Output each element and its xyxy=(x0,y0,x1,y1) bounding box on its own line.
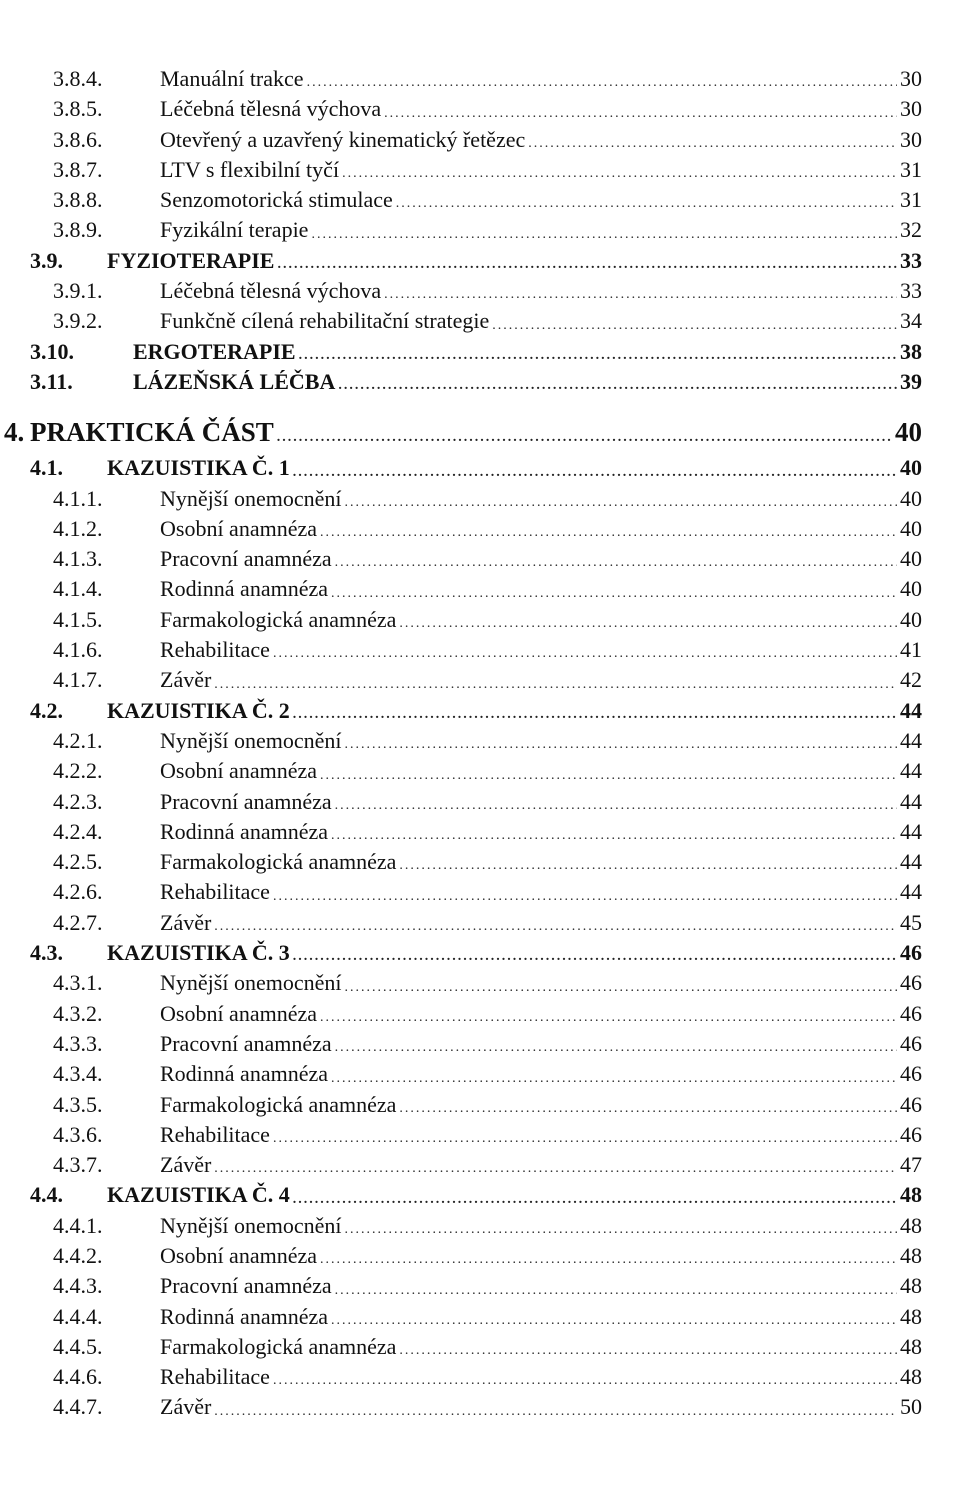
toc-entry-number: 4.1.3. xyxy=(53,546,103,572)
toc-entry[interactable] xyxy=(0,1271,960,1301)
toc-entry[interactable] xyxy=(0,337,960,367)
toc-entry-title: Manuální trakce xyxy=(160,64,307,94)
dot-leader xyxy=(399,1098,897,1120)
toc-entry-page: 46 xyxy=(900,1091,922,1117)
toc-entry-page: 42 xyxy=(900,667,922,693)
dot-leader xyxy=(331,825,897,847)
toc-entry-number: 4.1. xyxy=(30,455,63,481)
toc-entry-title-line xyxy=(160,968,922,998)
toc-entry[interactable] xyxy=(0,847,960,877)
toc-entry[interactable] xyxy=(0,64,960,94)
toc-entry-number: 3.8.8. xyxy=(53,187,103,213)
toc-entry[interactable] xyxy=(0,306,960,336)
toc-entry-title: ERGOTERAPIE xyxy=(133,337,299,367)
toc-entry-title-line xyxy=(160,574,922,604)
toc-entry-page: 45 xyxy=(900,909,922,935)
toc-entry-title: Závěr xyxy=(160,908,214,938)
toc-entry[interactable] xyxy=(0,574,960,604)
toc-entry-number: 4.3.6. xyxy=(53,1121,103,1147)
dot-leader xyxy=(273,1128,897,1150)
toc-entry-title: Pracovní anamnéza xyxy=(160,544,335,574)
dot-leader xyxy=(528,133,897,155)
toc-entry-number: 4.1.4. xyxy=(53,576,103,602)
toc-entry-number: 3.8.9. xyxy=(53,217,103,243)
toc-entry[interactable] xyxy=(0,185,960,215)
toc-entry-page: 46 xyxy=(900,1000,922,1026)
dot-leader xyxy=(293,704,897,726)
toc-entry[interactable] xyxy=(0,756,960,786)
toc-entry-page: 44 xyxy=(900,727,922,753)
table-of-contents xyxy=(0,64,960,1423)
toc-entry-page: 48 xyxy=(900,1242,922,1268)
dot-leader xyxy=(342,163,897,185)
toc-entry-title-line xyxy=(160,787,922,817)
toc-entry[interactable] xyxy=(0,514,960,544)
toc-entry-title-line xyxy=(160,908,922,938)
toc-entry-title-line xyxy=(160,726,922,756)
toc-entry-number: 4.2.6. xyxy=(53,879,103,905)
toc-entry-title-line xyxy=(160,999,922,1029)
dot-leader xyxy=(384,103,897,125)
dot-leader xyxy=(320,765,897,787)
toc-entry-number: 4.4.3. xyxy=(53,1273,103,1299)
toc-entry-title-line xyxy=(107,1180,922,1210)
toc-entry-title: Nynější onemocnění xyxy=(160,1211,344,1241)
toc-entry-title-line xyxy=(160,185,922,215)
toc-entry-number: 4.2.2. xyxy=(53,758,103,784)
toc-entry-number: 4.4. xyxy=(30,1182,63,1208)
toc-entry-page: 46 xyxy=(900,1121,922,1147)
toc-entry-number: 3.9.2. xyxy=(53,308,103,334)
dot-leader xyxy=(344,1219,897,1241)
toc-entry[interactable] xyxy=(0,1211,960,1241)
toc-entry-title: Závěr xyxy=(160,665,214,695)
toc-entry-number: 4.2.5. xyxy=(53,849,103,875)
dot-leader xyxy=(320,1249,897,1271)
dot-leader xyxy=(273,1370,897,1392)
toc-entry-page: 41 xyxy=(900,637,922,663)
toc-entry-number: 3.8.6. xyxy=(53,126,103,152)
toc-entry[interactable] xyxy=(0,246,960,276)
toc-entry-page: 46 xyxy=(900,940,922,966)
toc-entry-page: 44 xyxy=(900,849,922,875)
toc-entry-title: Závěr xyxy=(160,1150,214,1180)
toc-entry-number: 4.4.1. xyxy=(53,1212,103,1238)
toc-entry-title-line xyxy=(160,635,922,665)
dot-leader xyxy=(344,492,897,514)
toc-entry-number: 4.3. xyxy=(30,940,63,966)
toc-entry-number: 4.1.1. xyxy=(53,485,103,511)
dot-leader xyxy=(399,855,897,877)
toc-entry-page: 40 xyxy=(900,546,922,572)
toc-entry-title: Nynější onemocnění xyxy=(160,968,344,998)
toc-entry-title-line xyxy=(160,1059,922,1089)
toc-entry-title-line xyxy=(160,215,922,245)
toc-entry-page: 31 xyxy=(900,187,922,213)
toc-entry[interactable] xyxy=(0,877,960,907)
toc-entry-page: 44 xyxy=(900,788,922,814)
toc-entry-title-line xyxy=(160,64,922,94)
toc-entry-page: 48 xyxy=(900,1273,922,1299)
toc-entry[interactable] xyxy=(0,1090,960,1120)
toc-entry[interactable] xyxy=(0,94,960,124)
toc-entry-title: LTV s flexibilní tyčí xyxy=(160,155,342,185)
dot-leader xyxy=(384,284,897,306)
toc-entry-page: 48 xyxy=(900,1333,922,1359)
toc-entry[interactable] xyxy=(0,484,960,514)
toc-entry-title: Rodinná anamnéza xyxy=(160,574,331,604)
dot-leader xyxy=(492,315,897,337)
toc-entry-title-line xyxy=(160,1211,922,1241)
dot-leader xyxy=(277,254,897,276)
toc-entry-number: 4.2.4. xyxy=(53,818,103,844)
toc-entry-number: 4.1.2. xyxy=(53,515,103,541)
toc-entry[interactable] xyxy=(0,1150,960,1180)
toc-entry-number: 4.1.6. xyxy=(53,637,103,663)
toc-entry-number: 4.4.5. xyxy=(53,1333,103,1359)
toc-entry-title-line xyxy=(160,877,922,907)
toc-entry-title: KAZUISTIKA Č. 1 xyxy=(107,453,293,483)
toc-entry-page: 46 xyxy=(900,970,922,996)
dot-leader xyxy=(311,224,897,246)
toc-entry-number: 4.3.1. xyxy=(53,970,103,996)
toc-entry-page: 47 xyxy=(900,1152,922,1178)
dot-leader xyxy=(335,1037,897,1059)
toc-entry[interactable] xyxy=(0,453,960,483)
dot-leader xyxy=(299,345,897,367)
toc-entry-title: Pracovní anamnéza xyxy=(160,1029,335,1059)
toc-entry-page: 46 xyxy=(900,1061,922,1087)
toc-entry[interactable] xyxy=(0,635,960,665)
toc-entry-title: Rehabilitace xyxy=(160,877,273,907)
toc-entry-page: 32 xyxy=(900,217,922,243)
toc-entry-title: Farmakologická anamnéza xyxy=(160,1090,399,1120)
toc-entry-title-line xyxy=(160,605,922,635)
toc-entry-page: 46 xyxy=(900,1030,922,1056)
toc-entry-title-line xyxy=(160,847,922,877)
toc-entry-title-line xyxy=(107,453,922,483)
toc-entry-title: Osobní anamnéza xyxy=(160,1241,320,1271)
dot-leader xyxy=(293,946,897,968)
toc-entry-title-line xyxy=(133,367,922,397)
toc-entry-number: 4.4.4. xyxy=(53,1303,103,1329)
toc-entry-title-line xyxy=(160,155,922,185)
toc-entry-page: 48 xyxy=(900,1182,922,1208)
toc-entry-title: Fyzikální terapie xyxy=(160,215,311,245)
toc-entry-title-line xyxy=(160,1332,922,1362)
toc-entry[interactable] xyxy=(0,1302,960,1332)
toc-entry-title: Pracovní anamnéza xyxy=(160,787,335,817)
toc-entry-number: 3.8.7. xyxy=(53,156,103,182)
toc-entry-title: Farmakologická anamnéza xyxy=(160,1332,399,1362)
toc-entry-page: 30 xyxy=(900,66,922,91)
toc-entry-title-line xyxy=(160,1029,922,1059)
toc-entry-title-line xyxy=(160,484,922,514)
toc-entry-page: 31 xyxy=(900,156,922,182)
dot-leader xyxy=(214,674,897,696)
toc-entry[interactable] xyxy=(0,1332,960,1362)
toc-entry-title: LÁZEŇSKÁ LÉČBA xyxy=(133,367,338,397)
dot-leader xyxy=(399,613,897,635)
toc-entry-page: 30 xyxy=(900,96,922,122)
dot-leader xyxy=(214,1158,897,1180)
toc-entry-title: Senzomotorická stimulace xyxy=(160,185,396,215)
toc-entry-page: 48 xyxy=(900,1364,922,1390)
dot-leader xyxy=(331,1310,897,1332)
toc-entry-number: 4.1.7. xyxy=(53,667,103,693)
toc-entry-title-line xyxy=(107,696,922,726)
dot-leader xyxy=(273,643,897,665)
toc-entry-title: Otevřený a uzavřený kinematický řetězec xyxy=(160,125,528,155)
toc-entry-page: 34 xyxy=(900,308,922,334)
toc-entry-page: 40 xyxy=(900,576,922,602)
toc-entry-page: 50 xyxy=(900,1394,922,1420)
toc-entry-number: 4.2.1. xyxy=(53,727,103,753)
toc-entry[interactable] xyxy=(0,938,960,968)
toc-entry-page: 44 xyxy=(900,818,922,844)
toc-entry-title: Funkčně cílená rehabilitační strategie xyxy=(160,306,492,336)
toc-entry-page: 48 xyxy=(900,1303,922,1329)
toc-entry-title-line xyxy=(107,938,922,968)
toc-entry[interactable] xyxy=(0,1120,960,1150)
toc-entry-page: 40 xyxy=(900,606,922,632)
toc-entry-title: Farmakologická anamnéza xyxy=(160,847,399,877)
toc-entry-title-line xyxy=(160,1302,922,1332)
toc-entry[interactable] xyxy=(0,215,960,245)
toc-entry-title-line xyxy=(160,544,922,574)
toc-entry-number: 4.4.6. xyxy=(53,1364,103,1390)
toc-entry-number: 4.3.2. xyxy=(53,1000,103,1026)
toc-entry-page: 48 xyxy=(900,1212,922,1238)
toc-entry[interactable] xyxy=(0,696,960,726)
toc-entry-title: Rehabilitace xyxy=(160,635,273,665)
toc-entry-page: 33 xyxy=(900,278,922,304)
toc-entry-title: Osobní anamnéza xyxy=(160,999,320,1029)
toc-entry-title-line xyxy=(160,817,922,847)
dot-leader xyxy=(214,916,897,938)
toc-entry-title-line xyxy=(160,1392,922,1422)
dot-leader xyxy=(396,193,897,215)
toc-entry-page: 40 xyxy=(900,455,922,481)
toc-entry-title: KAZUISTIKA Č. 4 xyxy=(107,1180,293,1210)
toc-entry-page: 40 xyxy=(900,515,922,541)
toc-entry-title: Rehabilitace xyxy=(160,1120,273,1150)
toc-entry[interactable] xyxy=(0,411,960,453)
toc-entry-number: 4.3.4. xyxy=(53,1061,103,1087)
toc-entry-title: Závěr xyxy=(160,1392,214,1422)
toc-entry-number: 3.8.4. xyxy=(53,66,103,91)
toc-entry[interactable] xyxy=(0,1180,960,1210)
dot-leader xyxy=(331,583,897,605)
toc-entry[interactable] xyxy=(0,605,960,635)
toc-entry-title: Rodinná anamnéza xyxy=(160,817,331,847)
dot-leader xyxy=(335,552,897,574)
toc-entry-title-line xyxy=(160,306,922,336)
toc-entry-number: 4.4.2. xyxy=(53,1242,103,1268)
dot-leader xyxy=(214,1401,897,1423)
dot-leader xyxy=(320,522,897,544)
toc-entry[interactable] xyxy=(0,1059,960,1089)
toc-entry-number: 4.1.5. xyxy=(53,606,103,632)
toc-entry-number: 4.2.7. xyxy=(53,909,103,935)
toc-entry-page: 44 xyxy=(900,758,922,784)
toc-entry-number: 3.9.1. xyxy=(53,278,103,304)
toc-entry-title: Osobní anamnéza xyxy=(160,756,320,786)
toc-entry-title: FYZIOTERAPIE xyxy=(107,246,277,276)
dot-leader xyxy=(273,886,897,908)
dot-leader xyxy=(344,977,897,999)
toc-entry-title-line xyxy=(160,1241,922,1271)
toc-entry-number: 4.3.3. xyxy=(53,1030,103,1056)
toc-entry[interactable] xyxy=(0,787,960,817)
toc-entry-number: 4.3.5. xyxy=(53,1091,103,1117)
toc-entry-page: 33 xyxy=(900,247,922,273)
toc-entry-page: 40 xyxy=(895,417,922,448)
toc-entry[interactable] xyxy=(0,1362,960,1392)
toc-entry[interactable] xyxy=(0,367,960,397)
toc-entry[interactable] xyxy=(0,908,960,938)
toc-entry-title-line xyxy=(160,125,922,155)
dot-leader xyxy=(335,1280,897,1302)
toc-entry-title: KAZUISTIKA Č. 3 xyxy=(107,938,293,968)
toc-entry-title-line xyxy=(30,411,922,453)
toc-entry[interactable] xyxy=(0,665,960,695)
toc-entry-title: Nynější onemocnění xyxy=(160,484,344,514)
toc-entry-title-line xyxy=(160,1150,922,1180)
dot-leader xyxy=(344,734,897,756)
toc-entry-title-line xyxy=(160,756,922,786)
toc-entry-number: 4.2. xyxy=(30,697,63,723)
toc-entry-title: Léčebná tělesná výchova xyxy=(160,276,384,306)
toc-entry-title: Léčebná tělesná výchova xyxy=(160,94,384,124)
dot-leader xyxy=(335,795,897,817)
toc-entry-number: 3.8.5. xyxy=(53,96,103,122)
dot-leader xyxy=(277,423,892,453)
toc-entry-number: 4.4.7. xyxy=(53,1394,103,1420)
toc-entry-number: 3.11. xyxy=(30,368,73,394)
toc-entry[interactable] xyxy=(0,968,960,998)
toc-entry-page: 44 xyxy=(900,697,922,723)
toc-entry-title: Nynější onemocnění xyxy=(160,726,344,756)
toc-entry-page: 38 xyxy=(900,338,922,364)
dot-leader xyxy=(293,462,897,484)
toc-entry-title-line xyxy=(160,1090,922,1120)
toc-entry-title: KAZUISTIKA Č. 2 xyxy=(107,696,293,726)
toc-entry-title-line xyxy=(160,1362,922,1392)
toc-entry-number: 4. xyxy=(4,417,25,448)
toc-entry-title-line xyxy=(160,1271,922,1301)
toc-entry-number: 4.3.7. xyxy=(53,1152,103,1178)
toc-entry-title: Rehabilitace xyxy=(160,1362,273,1392)
toc-entry-page: 39 xyxy=(900,368,922,394)
toc-entry-title: Pracovní anamnéza xyxy=(160,1271,335,1301)
toc-entry[interactable] xyxy=(0,1241,960,1271)
toc-entry-title: PRAKTICKÁ ČÁST xyxy=(30,411,277,453)
toc-entry[interactable] xyxy=(0,726,960,756)
toc-entry[interactable] xyxy=(0,125,960,155)
toc-entry-page: 30 xyxy=(900,126,922,152)
toc-entry[interactable] xyxy=(0,155,960,185)
toc-entry-number: 3.10. xyxy=(30,338,74,364)
toc-entry-title: Osobní anamnéza xyxy=(160,514,320,544)
toc-entry-title-line xyxy=(160,276,922,306)
toc-entry-title: Rodinná anamnéza xyxy=(160,1302,331,1332)
toc-entry-title: Rodinná anamnéza xyxy=(160,1059,331,1089)
dot-leader xyxy=(293,1189,897,1211)
toc-entry-title-line xyxy=(107,246,922,276)
toc-entry-title-line xyxy=(133,337,922,367)
toc-entry[interactable] xyxy=(0,544,960,574)
toc-entry[interactable] xyxy=(0,1029,960,1059)
toc-entry-title-line xyxy=(160,665,922,695)
dot-leader xyxy=(320,1007,897,1029)
toc-entry[interactable] xyxy=(0,999,960,1029)
dot-leader xyxy=(399,1340,897,1362)
dot-leader xyxy=(338,375,897,397)
toc-entry[interactable] xyxy=(0,1392,960,1422)
toc-entry-title-line xyxy=(160,94,922,124)
dot-leader xyxy=(307,72,897,94)
section-gap xyxy=(0,397,960,407)
toc-entry-title-line xyxy=(160,514,922,544)
toc-entry-page: 44 xyxy=(900,879,922,905)
toc-entry-number: 3.9. xyxy=(30,247,63,273)
toc-entry-page: 40 xyxy=(900,485,922,511)
toc-entry-title: Farmakologická anamnéza xyxy=(160,605,399,635)
toc-entry[interactable] xyxy=(0,817,960,847)
toc-entry-number: 4.2.3. xyxy=(53,788,103,814)
toc-entry-title-line xyxy=(160,1120,922,1150)
dot-leader xyxy=(331,1068,897,1090)
toc-entry[interactable] xyxy=(0,276,960,306)
